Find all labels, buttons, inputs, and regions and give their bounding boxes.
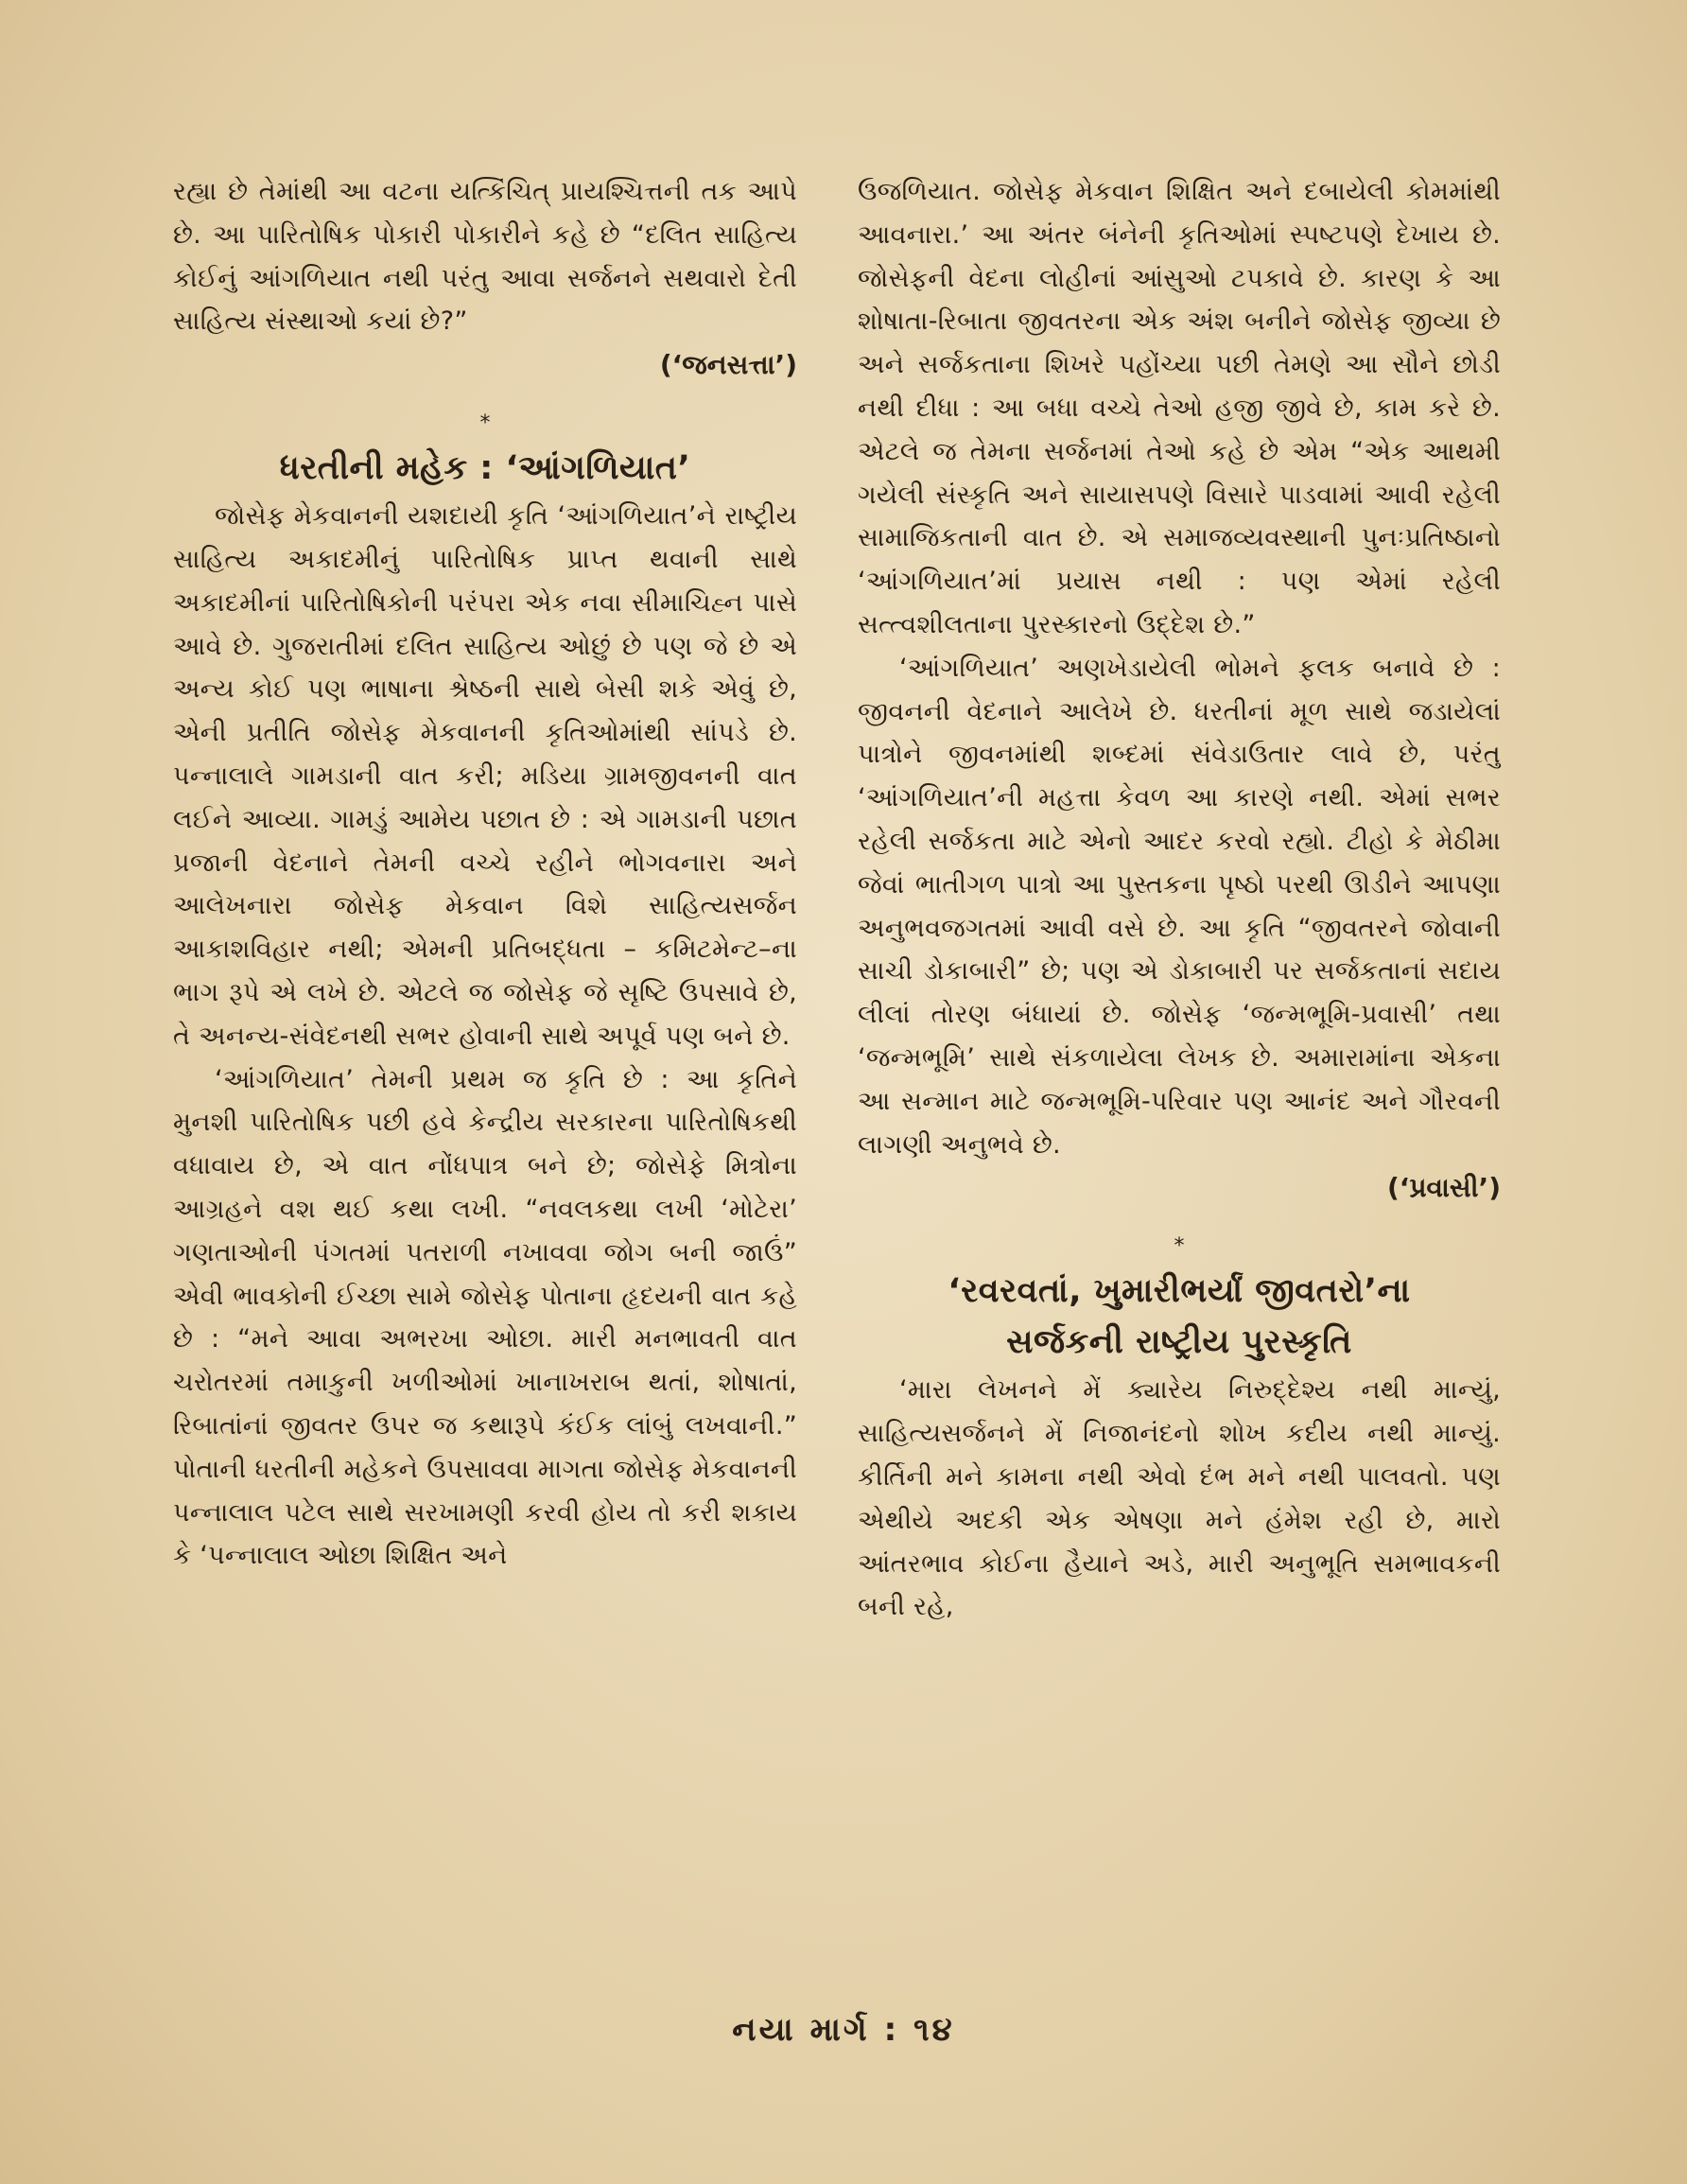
paragraph-intro: રહ્યા છે તેમાંથી આ વટના યત્કિંચિત્ પ્રાયશ્ચિત્તની તક આપે છે. આ પારિતોષિક પોકારી પોકારીને કહે છે “દલિત સાહિત્ય કોઈનું આંગળિયાત નથી પરંતુ આવા સર્જનને સથવારો દેતી સાહિત્ય સંસ્થાઓ કયાં છે?”	[173, 177, 797, 337]
article-heading-line-1: ‘રવરવતાં, ખુમારીભર્યાં જીવતરો’ના	[948, 1272, 1411, 1311]
section-separator: *	[1174, 1234, 1185, 1259]
paragraph: ‘આંગળિયાત’ તેમની પ્રથમ જ કૃતિ છે : આ કૃતિને મુનશી પારિતોષિક પછી હવે કેન્દ્રીય સરકારના પારિતોષિકથી વધાવાય છે, એ વાત નોંધપાત્ર બને છે; જોસેફે મિત્રોના આગ્રહને વશ થઈ કથા લખી. “નવલકથા લખી ‘મોટેરા’ ગણતાઓની પંગતમાં પતરાળી નખાવવા જોગ બની જાઉં” એવી ભાવકોની ઈચ્છા સામે જોસેફ પોતાના હૃદયની વાત કહે છે : “મને આવા અભરખા ઓછા. મારી મનભાવતી વાત ચરોતરમાં તમાકુની ખળીઓમાં ખાનાખરાબ થતાં, શોષાતાં, રિબાતાંનાં જીવતર ઉપર જ કથારૂપે કંઈક લાંબું લખવાની.” પોતાની ધરતીની મહેકને ઉપસાવવા માગતા જોસેફ મેકવાનની પન્નાલાલ પટેલ સાથે સરખામણી કરવી હોય તો કરી શકાય કે ‘પન્નાલાલ ઓછા શિક્ષિત અને	[173, 1064, 797, 1571]
paragraph: જોસેફ મેકવાનની યશદાયી કૃતિ ‘આંગળિયાત’ને રાષ્ટ્રીય સાહિત્ય અકાદમીનું પારિતોષિક પ્રાપ્ત થવાની સાથે અકાદમીનાં પારિતોષિકોની પરંપરા એક નવા સીમાચિહ્ન પાસે આવે છે. ગુજરાતીમાં દલિત સાહિત્ય ઓછું છે પણ જે છે એ અન્ય કોઈ પણ ભાષાના શ્રેષ્ઠની સાથે બેસી શકે એવું છે, એની પ્રતીતિ જોસેફ મેકવાનની કૃતિઓમાંથી સાંપડે છે. પન્નાલાલે ગામડાની વાત કરી; મડિયા ગ્રામજીવનની વાત લઈને આવ્યા. ગામડું આમેય પછાત છે : એ ગામડાની પછાત પ્રજાની વેદનાને તેમની વચ્ચે રહીને ભોગવનારા અને આલેખનારા જોસેફ મેકવાન વિશે સાહિત્યસર્જન આકાશવિહાર નથી; એમની પ્રતિબદ્ધતા – કમિટમેન્ટ–ના ભાગ રૂપે એ લખે છે. એટલે જ જોસેફ જે સૃષ્ટિ ઉપસાવે છે, તે અનન્ય-સંવેદનથી સભર હોવાની સાથે અપૂર્વ પણ બને છે.	[173, 501, 797, 1051]
paragraph: ‘મારા લેખનને મેં ક્યારેય નિરુદ્દેશ્ય નથી માન્યું, સાહિત્યસર્જનને મેં નિજાનંદનો શોખ કદીય નથી માન્યું. કીર્તિની મને કામના નથી એવો દંભ મને નથી પાલવતો. પણ એથીયે અદકી એક એષણા મને હંમેશ રહી છે, મારો આંતરભાવ કોઈના હૈયાને અડે, મારી અનુભૂતિ સમભાવકની બની રહે,	[858, 1375, 1501, 1622]
paragraph: ‘આંગળિયાત’ અણખેડાયેલી ભોમને ફલક બનાવે છે : જીવનની વેદનાને આલેખે છે. ધરતીનાં મૂળ સાથે જડાયેલાં પાત્રોને જીવનમાંથી શબ્દમાં સંવેડાઉતાર લાવે છે, પરંતુ ‘આંગળિયાત’ની મહત્તા કેવળ આ કારણે નથી. એમાં સભર રહેલી સર્જકતા માટે એનો આદર કરવો રહ્યો. ટીહો કે મેઠીમા જેવાં ભાતીગળ પાત્રો આ પુસ્તકના પૃષ્ઠો પરથી ઊડીને આપણા અનુભવજગતમાં આવી વસે છે. આ કૃતિ “જીવતરને જોવાની સાચી ડોકાબારી” છે; પણ એ ડોકાબારી પર સર્જકતાનાં સદાય લીલાં તોરણ બંધાયાં છે. જોસેફ ‘જન્મભૂમિ-પ્રવાસી’ તથા ‘જન્મભૂમિ’ સાથે સંકળાયેલા લેખક છે. અમારામાંના એકના આ સન્માન માટે જન્મભૂમિ-પરિવાર પણ આનંદ અને ગૌરવની લાગણી અનુભવે છે.	[858, 653, 1501, 1160]
section-separator: *	[479, 411, 491, 436]
article-heading-line-2: સર્જકની રાષ્ટ્રીય પુરસ્કૃતિ	[1006, 1323, 1352, 1362]
right-column	[858, 170, 1501, 1629]
paragraph: ઉજળિયાત. જોસેફ મેકવાન શિક્ષિત અને દબાયેલી કોમમાંથી આવનારા.’ આ અંતર બંનેની કૃતિઓમાં સ્પષ્ટપણે દેખાય છે. જોસેફની વેદના લોહીનાં આંસુઓ ટપકાવે છે. કારણ કે આ શોષાતા-રિબાતા જીવતરના એક અંશ બનીને જોસેફ જીવ્યા છે અને સર્જકતાના શિખરે પહોંચ્યા પછી તેમણે આ સૌને છોડી નથી દીધા : આ બધા વચ્ચે તેઓ હજી જીવે છે, કામ કરે છે. એટલે જ તેમના સર્જનમાં તેઓ કહે છે એમ “એક આથમી ગયેલી સંસ્કૃતિ અને સાયાસપણે વિસારે પાડવામાં આવી રહેલી સામાજિકતાની વાત છે. એ સમાજવ્યવસ્થાની પુનઃપ્રતિષ્ઠાનો ‘આંગળિયાત’માં પ્રયાસ નથી : પણ એમાં રહેલી સત્ત્વશીલતાના પુરસ્કારનો ઉદ્દેશ છે.”	[858, 177, 1501, 639]
source-credit-pravasi: (‘પ્રવાસી’)	[1386, 1172, 1501, 1204]
source-credit-jansatta: (‘જનસત્તા’)	[659, 349, 797, 381]
left-column	[173, 170, 797, 1578]
article-heading-dharatini-mahek: ધરતીની મહેક : ‘આંગળિયાત’	[279, 449, 691, 488]
page-footer: નયા માર્ગ : ૧૪	[732, 2011, 955, 2049]
